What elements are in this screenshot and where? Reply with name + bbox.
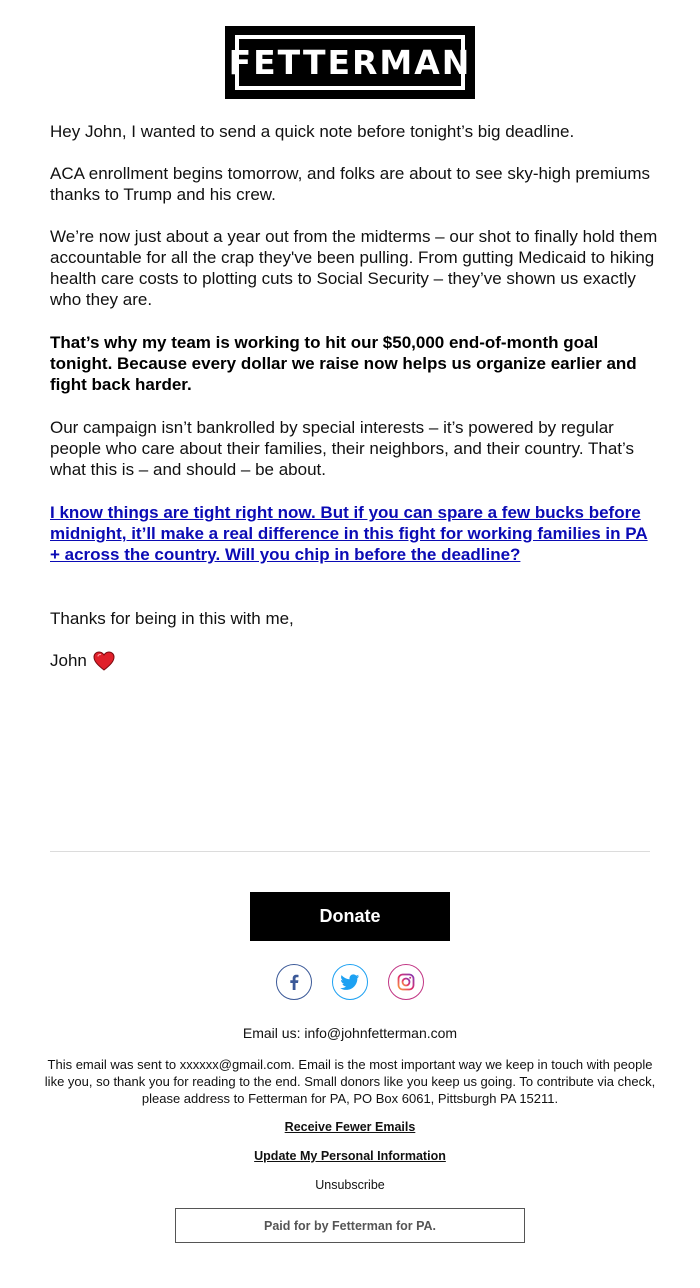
donate-button[interactable]: Donate: [250, 892, 450, 941]
twitter-link[interactable]: [332, 964, 368, 1000]
aca-paragraph: ACA enrollment begins tomorrow, and folks are about to see sky-high premiums thanks to Trump and his crew.: [50, 164, 651, 204]
signature-name: John: [50, 651, 87, 670]
facebook-icon: [286, 973, 302, 991]
unsubscribe-link[interactable]: Unsubscribe: [315, 1178, 385, 1192]
footer-divider: [50, 851, 650, 852]
facebook-link[interactable]: [276, 964, 312, 1000]
sent-notice: This email was sent to xxxxxx@gmail.com. Email is the most important way we keep in touch with people like you, so thank you for reading to the end. Small donors like you keep us going. To contribute via check, please address to Fetterman for PA, PO Box 6061, Pittsburgh PA 15211.: [44, 1057, 656, 1106]
instagram-icon: [397, 973, 415, 991]
contact-email: Email us: info@johnfetterman.com: [242, 1025, 458, 1041]
fetterman-logo: [225, 26, 475, 99]
paid-for-disclaimer: Paid for by Fetterman for PA.: [175, 1208, 525, 1243]
heart-icon: [93, 651, 115, 671]
logo-frame: [228, 35, 472, 90]
chip-in-link[interactable]: I know things are tight right now. But if you can spare a few bucks before midnight, it’ll make a real difference in this fight for working families in PA + across the country. Will you chip in before the deadline?: [50, 503, 648, 564]
signature-line: [50, 650, 660, 671]
logo-text: FETTERMAN: [228, 43, 472, 82]
greeting-paragraph: Hey John, I wanted to send a quick note before tonight’s big deadline.: [50, 122, 575, 141]
twitter-icon: [340, 974, 360, 991]
update-info-link[interactable]: Update My Personal Information: [254, 1149, 446, 1163]
midterms-paragraph: We’re now just about a year out from the midterms – our shot to finally hold them accountable for all the crap they've been pulling. From gutting Medicaid to hiking health care costs to plotting cuts to Social Security – they’ve shown us exactly who they are.: [50, 227, 658, 309]
goal-paragraph: That’s why my team is working to hit our $50,000 end-of-month goal tonight. Because every dollar we raise now helps us organize earlier and fight back harder.: [50, 333, 637, 394]
campaign-paragraph: Our campaign isn’t bankrolled by special interests – it’s powered by regular people who care about their families, their neighbors, and their country. That’s what this is – and should – be about.: [50, 418, 635, 479]
social-links: [276, 964, 426, 1002]
instagram-link[interactable]: [388, 964, 424, 1000]
receive-fewer-emails-link[interactable]: Receive Fewer Emails: [284, 1120, 416, 1134]
donate-link-paragraph: [50, 502, 660, 565]
thanks-paragraph: Thanks for being in this with me,: [50, 609, 294, 628]
